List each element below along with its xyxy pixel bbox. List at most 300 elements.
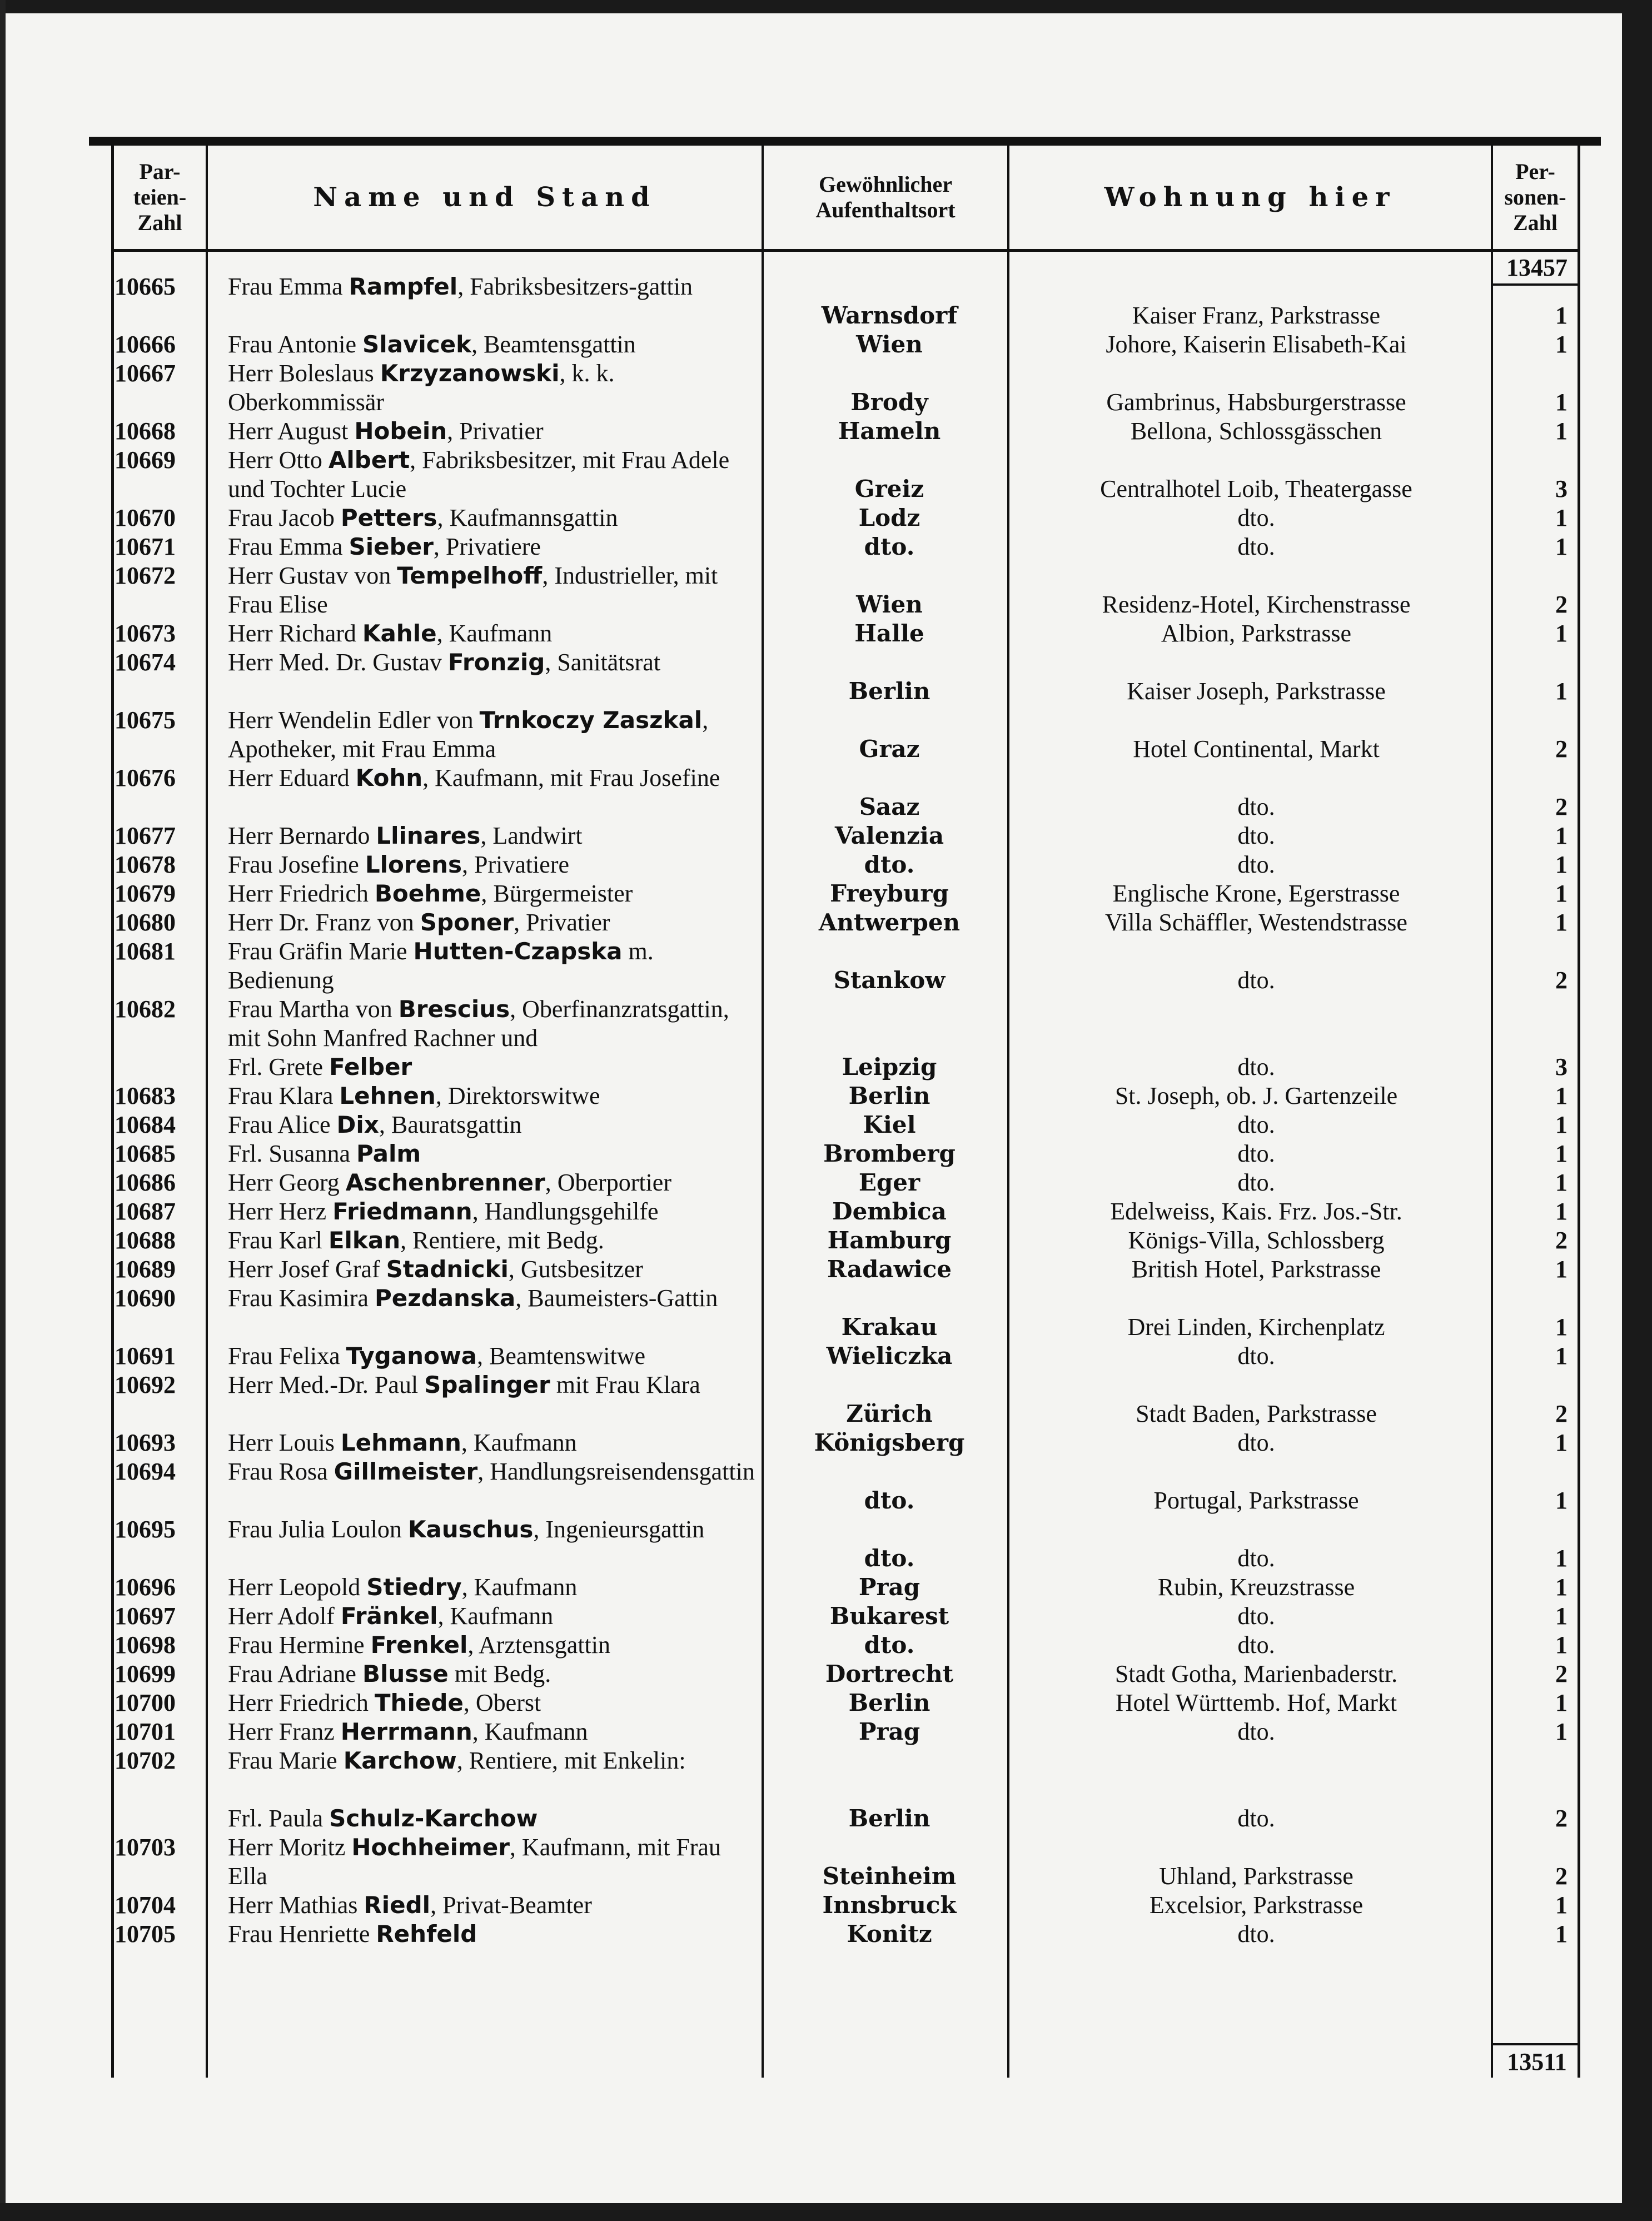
guest-rest: , Kaufmann: [437, 1602, 554, 1630]
local-address: dto.: [1237, 1140, 1275, 1167]
header-origin-cell: [764, 146, 1007, 249]
local-address: Hotel Württemb. Hof, Markt: [1115, 1689, 1397, 1716]
table-row: [0, 764, 1652, 821]
guest-name: [228, 706, 762, 764]
usual-residence: Saaz: [859, 793, 920, 820]
table-row: [0, 561, 1652, 619]
guest-name: [228, 1746, 762, 1775]
guest-rest: , Kaufmann: [461, 1573, 578, 1601]
guest-title: Herr Friedrich: [228, 1689, 375, 1716]
guest-surname: Fränkel: [340, 1602, 438, 1630]
guest-rest: , Sanitätsrat: [545, 649, 661, 676]
guest-title: Herr Dr. Franz von: [228, 909, 420, 936]
guest-title: Frl. Grete: [228, 1053, 330, 1080]
total-end: 13511: [1507, 2048, 1567, 2075]
person-count: 1: [1555, 1429, 1568, 1456]
guest-surname: Hobein: [354, 417, 447, 445]
header-number-cell: [114, 146, 206, 249]
table-row: [0, 1457, 1652, 1515]
table-row: [0, 446, 1652, 504]
local-address: Portugal, Parkstrasse: [1153, 1487, 1359, 1514]
party-number: 10691: [115, 1342, 176, 1370]
party-number: 10666: [115, 331, 176, 358]
guest-name: [228, 446, 762, 504]
guest-title: Frau Emma: [228, 533, 349, 560]
person-count: 1: [1555, 1545, 1568, 1572]
person-count: 2: [1555, 1805, 1568, 1832]
guest-surname: Friedmann: [332, 1198, 472, 1225]
table-row: [0, 908, 1652, 937]
guest-rest: , Kaufmann: [461, 1429, 577, 1456]
guest-title: Herr Franz: [228, 1718, 341, 1745]
table-row: [0, 330, 1652, 359]
usual-residence: Eger: [858, 1169, 920, 1196]
guest-title: Herr Med.-Dr. Paul: [228, 1371, 425, 1398]
guest-surname: Hochheimer: [351, 1834, 510, 1861]
usual-residence: Prag: [858, 1718, 920, 1745]
guest-title: Frau Martha von: [228, 995, 399, 1023]
total-start: 13457: [1506, 254, 1568, 281]
guest-rest: , Oberfinanzratsgattin, mit Sohn Manfred Rachner und: [228, 995, 729, 1052]
party-number: 10703: [115, 1834, 176, 1861]
person-count: 1: [1555, 1920, 1568, 1948]
table-row: [0, 850, 1652, 879]
guest-name: [228, 561, 762, 619]
guest-surname: Dix: [336, 1111, 379, 1138]
guest-surname: Karchow: [343, 1747, 457, 1774]
usual-residence: Bromberg: [823, 1140, 956, 1167]
guest-surname: Slavicek: [362, 331, 472, 358]
guest-rest: , Rentiere, mit Bedg.: [400, 1227, 604, 1254]
guest-name: [228, 1717, 762, 1746]
party-number: 10690: [115, 1284, 176, 1312]
guest-name: [228, 272, 762, 301]
guest-name: [228, 850, 762, 879]
table-row: [0, 619, 1652, 648]
guest-surname: Sieber: [349, 533, 434, 560]
guest-surname: Thiede: [374, 1689, 464, 1716]
guest-rest: , Baumeisters-Gattin: [515, 1284, 718, 1312]
party-number: 10694: [115, 1458, 176, 1485]
party-number: 10705: [115, 1920, 176, 1948]
guest-title: Herr Georg: [228, 1169, 346, 1196]
guest-rest: , Bürgermeister: [481, 880, 633, 907]
guest-name: [228, 1284, 762, 1313]
guest-rest: , Privatier: [447, 417, 544, 445]
usual-residence: Dortrecht: [825, 1660, 954, 1687]
usual-residence: dto.: [864, 1545, 915, 1572]
guest-rest: , Bauratsgattin: [379, 1111, 522, 1138]
person-count: 2: [1555, 793, 1568, 820]
guest-name: [228, 1082, 762, 1110]
local-address: Centralhotel Loib, Theatergasse: [1100, 475, 1412, 502]
scan-edge-bottom: [0, 2203, 1652, 2221]
guest-title: Frau Alice: [228, 1111, 337, 1138]
guest-surname: Stadnicki: [386, 1256, 509, 1283]
local-address: British Hotel, Parkstrasse: [1131, 1256, 1381, 1283]
person-count: 1: [1555, 822, 1568, 849]
usual-residence: Hameln: [838, 417, 941, 445]
guest-rest: , Kaufmann, mit Frau Ella: [228, 1834, 721, 1890]
usual-residence: Stankow: [833, 967, 946, 994]
table-row: [0, 1082, 1652, 1110]
guest-rest: , Gutsbesitzer: [508, 1256, 643, 1283]
person-count: 1: [1555, 533, 1568, 560]
party-number: 10700: [115, 1689, 176, 1716]
guest-title: Herr Leopold: [228, 1573, 367, 1601]
guest-surname: Herrmann: [340, 1718, 472, 1745]
person-count: 1: [1555, 1140, 1568, 1167]
guest-title: Frau Antonie: [228, 331, 362, 358]
guest-rest: mit Frau Klara: [550, 1371, 700, 1398]
guest-surname: Pezdanska: [374, 1284, 516, 1312]
person-count: 1: [1555, 1169, 1568, 1196]
guest-title: Herr Mathias: [228, 1891, 364, 1919]
person-count: 1: [1555, 1891, 1568, 1919]
usual-residence: Prag: [858, 1573, 920, 1601]
party-number: 10687: [115, 1198, 176, 1225]
table-row: [0, 1717, 1652, 1746]
guest-title: Frau Felixa: [228, 1342, 346, 1370]
usual-residence: Wien: [856, 331, 923, 358]
usual-residence: Brody: [850, 389, 928, 416]
guest-rest: , Oberportier: [545, 1169, 671, 1196]
guest-surname: Felber: [329, 1053, 412, 1080]
person-count: 3: [1555, 475, 1568, 502]
person-count: 2: [1555, 735, 1568, 763]
guest-title: Frau Josefine: [228, 851, 365, 878]
local-address: dto.: [1237, 533, 1275, 560]
guest-surname: Trnkoczy Zaszkal: [479, 706, 703, 734]
guest-title: Frau Hermine: [228, 1631, 371, 1659]
guest-name: [228, 1139, 762, 1168]
table-row: [0, 504, 1652, 532]
table-row: [0, 706, 1652, 764]
guest-surname: Kauschus: [407, 1516, 534, 1543]
person-count: 1: [1555, 1198, 1568, 1225]
guest-surname: Kohn: [355, 764, 423, 791]
usual-residence: Innsbruck: [822, 1891, 957, 1919]
person-count: 1: [1555, 331, 1568, 358]
guest-surname: Stiedry: [366, 1573, 462, 1601]
guest-surname: Brescius: [398, 995, 510, 1023]
party-number: 10683: [115, 1082, 176, 1109]
guest-rest: , Arztensgattin: [467, 1631, 610, 1659]
guest-title: Herr Med. Dr. Gustav: [228, 649, 448, 676]
local-address: Hotel Continental, Markt: [1133, 735, 1380, 763]
guest-title: Herr Herz: [228, 1198, 333, 1225]
usual-residence: Valenzia: [834, 822, 944, 849]
guest-name: [228, 504, 762, 532]
person-count: 3: [1555, 1053, 1568, 1080]
local-address: Kaiser Joseph, Parkstrasse: [1127, 678, 1386, 705]
table-row: [0, 1746, 1652, 1804]
guest-title: Frau Klara: [228, 1082, 340, 1109]
guest-rest: , Beamtenswitwe: [477, 1342, 646, 1370]
guest-surname: Schulz-Karchow: [329, 1805, 538, 1832]
table-row: [0, 1226, 1652, 1255]
header-address: Wohnung hier: [1104, 182, 1396, 213]
guest-name: [228, 1255, 762, 1284]
guest-rest: , k. k. Oberkommissär: [228, 360, 615, 416]
guest-rest: , Direktorswitwe: [435, 1082, 600, 1109]
guest-rest: , Privat-Beamter: [430, 1891, 592, 1919]
guest-rest: , Kaufmannsgattin: [437, 504, 618, 531]
person-count: 1: [1555, 1111, 1568, 1138]
guest-title: Herr Adolf: [228, 1602, 341, 1630]
guest-name: [228, 1804, 762, 1833]
guest-rest: , Ingenieursgattin: [533, 1516, 705, 1543]
guest-name: [228, 1457, 762, 1486]
person-count: 2: [1555, 591, 1568, 618]
guest-title: Frau Julia Loulon: [228, 1516, 408, 1543]
local-address: dto.: [1237, 1920, 1275, 1948]
party-number: 10704: [115, 1891, 176, 1919]
party-number: 10675: [115, 706, 176, 734]
party-number: 10676: [115, 764, 176, 791]
usual-residence: Lodz: [858, 504, 920, 531]
usual-residence: Leipzig: [842, 1053, 937, 1080]
usual-residence: Graz: [859, 735, 920, 763]
guest-name: [228, 1660, 762, 1689]
person-count: 1: [1555, 678, 1568, 705]
guest-name: [228, 1891, 762, 1920]
guest-title: Herr Wendelin Edler von: [228, 706, 480, 734]
guest-title: Frau Emma: [228, 273, 349, 300]
guest-surname: Aschenbrenner: [345, 1169, 545, 1196]
guest-title: Herr Boleslaus: [228, 360, 380, 387]
usual-residence: Konitz: [847, 1920, 932, 1948]
party-number: 10674: [115, 649, 176, 676]
person-count: 1: [1555, 1689, 1568, 1716]
table-row: [0, 1920, 1652, 1949]
party-number: 10695: [115, 1516, 176, 1543]
usual-residence: Kiel: [863, 1111, 916, 1138]
guest-name: [228, 648, 762, 677]
local-address: Edelweiss, Kais. Frz. Jos.-Str.: [1110, 1198, 1402, 1225]
table-row: [0, 272, 1652, 330]
usual-residence: Zürich: [846, 1400, 933, 1427]
usual-residence: dto.: [864, 1631, 915, 1659]
table-row: [0, 1689, 1652, 1717]
local-address: dto.: [1237, 1169, 1275, 1196]
usual-residence: Radawice: [827, 1256, 952, 1283]
guest-surname: Tyganowa: [346, 1342, 477, 1370]
party-number: 10685: [115, 1140, 176, 1167]
local-address: dto.: [1237, 822, 1275, 849]
party-number: 10665: [115, 273, 176, 300]
party-number: 10692: [115, 1371, 176, 1398]
usual-residence: dto.: [864, 851, 915, 878]
table-row: [0, 1515, 1652, 1573]
table-row: [0, 1110, 1652, 1139]
guest-name: [228, 1920, 762, 1949]
local-address: Königs-Villa, Schlossberg: [1128, 1227, 1385, 1254]
local-address: St. Joseph, ob. J. Gartenzeile: [1114, 1082, 1398, 1109]
header-persons-cell: [1493, 146, 1578, 249]
local-address: Drei Linden, Kirchenplatz: [1127, 1313, 1385, 1341]
guest-name: [228, 1110, 762, 1139]
person-count: 1: [1555, 417, 1568, 445]
usual-residence: Greiz: [854, 475, 924, 502]
header-number: Par- teien- Zahl: [133, 159, 187, 235]
party-number: 10696: [115, 1573, 176, 1601]
party-number: 10679: [115, 880, 176, 907]
usual-residence: Krakau: [841, 1313, 938, 1341]
guest-rest: , Privatiere: [461, 851, 570, 878]
person-count: 1: [1555, 1602, 1568, 1630]
local-address: Bellona, Schlossgässchen: [1130, 417, 1382, 445]
total-end-overline: [1493, 2043, 1578, 2045]
local-address: dto.: [1237, 1718, 1275, 1745]
guest-title: Frau Jacob: [228, 504, 341, 531]
guest-name: [228, 1226, 762, 1255]
usual-residence: Berlin: [848, 678, 931, 705]
local-address: Stadt Gotha, Marienbaderstr.: [1114, 1660, 1398, 1687]
guest-name: [228, 1833, 762, 1891]
guest-name: [228, 764, 762, 793]
guest-title: Herr Gustav von: [228, 562, 397, 589]
local-address: dto.: [1237, 1111, 1275, 1138]
guest-surname: Lehmann: [340, 1429, 461, 1456]
local-address: dto.: [1237, 1545, 1275, 1572]
person-count: 1: [1555, 504, 1568, 531]
table-row: [0, 1371, 1652, 1428]
table-row: [0, 1573, 1652, 1602]
person-count: 1: [1555, 620, 1568, 647]
table-row: [0, 1631, 1652, 1660]
guest-title: Frau Gräfin Marie: [228, 938, 414, 965]
usual-residence: Berlin: [848, 1805, 931, 1832]
local-address: dto.: [1237, 504, 1275, 531]
guest-surname: Blusse: [362, 1660, 449, 1687]
header-persons: Per- sonen- Zahl: [1504, 159, 1566, 235]
guest-rest: m. Bedienung: [228, 938, 654, 994]
party-number: 10680: [115, 909, 176, 936]
party-number: 10682: [115, 995, 176, 1023]
person-count: 2: [1555, 1227, 1568, 1254]
usual-residence: Warnsdorf: [821, 302, 958, 329]
guest-surname: Kahle: [362, 620, 437, 647]
guest-name: [228, 879, 762, 908]
local-address: dto.: [1237, 1631, 1275, 1659]
guest-name: [228, 1573, 762, 1602]
header-bottom-rule: [111, 249, 1579, 252]
guest-name: [228, 330, 762, 359]
local-address: Gambrinus, Habsburgerstrasse: [1106, 389, 1406, 416]
party-number: 10689: [115, 1256, 176, 1283]
party-number: 10667: [115, 360, 176, 387]
table-row: [0, 1804, 1652, 1833]
guest-rest: , Privatiere: [433, 533, 541, 560]
party-number: 10670: [115, 504, 176, 531]
guest-rest: , Kaufmann, mit Frau Josefine: [422, 764, 720, 791]
usual-residence: Hamburg: [827, 1227, 952, 1254]
usual-residence: Berlin: [848, 1689, 931, 1716]
person-count: 1: [1555, 1256, 1568, 1283]
guest-name: [228, 532, 762, 561]
usual-residence: dto.: [864, 1487, 915, 1514]
guest-surname: Tempelhoff: [397, 562, 543, 589]
guest-name: [228, 1342, 762, 1371]
guest-rest: , Handlungsgehilfe: [472, 1198, 659, 1225]
usual-residence: Dembica: [832, 1198, 947, 1225]
guest-surname: Krzyzanowski: [380, 360, 560, 387]
table-row: [0, 1139, 1652, 1168]
guest-title: Frl. Susanna: [228, 1140, 356, 1167]
guest-title: Herr Richard: [228, 620, 362, 647]
person-count: 1: [1555, 1487, 1568, 1514]
usual-residence: Halle: [854, 620, 924, 647]
person-count: 1: [1555, 1573, 1568, 1601]
guest-rest: , Beamtensgattin: [471, 331, 636, 358]
guest-name: [228, 1631, 762, 1660]
party-number: 10701: [115, 1718, 176, 1745]
guest-title: Herr Josef Graf: [228, 1256, 386, 1283]
guest-name: [228, 417, 762, 446]
party-number: 10688: [115, 1227, 176, 1254]
guest-name: [228, 1371, 762, 1400]
person-count: 2: [1555, 1863, 1568, 1890]
guest-surname: Gillmeister: [334, 1458, 478, 1485]
local-address: Residenz-Hotel, Kirchenstrasse: [1102, 591, 1411, 618]
party-number: 10686: [115, 1169, 176, 1196]
guest-rest: , Industrieller, mit Frau Elise: [228, 562, 718, 618]
local-address: Rubin, Kreuzstrasse: [1157, 1573, 1355, 1601]
guest-title: Herr Friedrich: [228, 880, 375, 907]
person-count: 2: [1555, 1400, 1568, 1427]
local-address: dto.: [1237, 1805, 1275, 1832]
guest-rest: , Handlungsreisendensgattin: [477, 1458, 755, 1485]
table-row: [0, 879, 1652, 908]
person-count: 1: [1555, 880, 1568, 907]
table-row: [0, 1053, 1652, 1082]
local-address: Stadt Baden, Parkstrasse: [1136, 1400, 1377, 1427]
table-row: [0, 1284, 1652, 1342]
guest-rest: , Kaufmann: [436, 620, 553, 647]
local-address: dto.: [1237, 1053, 1275, 1080]
person-count: 2: [1555, 967, 1568, 994]
guest-name: [228, 619, 762, 648]
usual-residence: Antwerpen: [818, 909, 961, 936]
guest-name: [228, 1515, 762, 1544]
party-number: 10671: [115, 533, 176, 560]
table-row: [0, 1660, 1652, 1689]
person-count: 1: [1555, 851, 1568, 878]
party-number: 10681: [115, 938, 176, 965]
guest-rest: , Fabriksbesitzer, mit Frau Adele und Tochter Lucie: [228, 446, 730, 502]
guest-surname: Spalinger: [424, 1371, 550, 1398]
guest-surname: Rehfeld: [376, 1920, 477, 1948]
guest-title: Frau Kasimira: [228, 1284, 375, 1312]
guest-rest: , Apotheker, mit Frau Emma: [228, 706, 709, 763]
local-address: Johore, Kaiserin Elisabeth-Kai: [1106, 331, 1407, 358]
party-number: 10668: [115, 417, 176, 445]
guest-title: Frl. Paula: [228, 1805, 330, 1832]
guest-name: [228, 359, 762, 417]
guest-rest: , Rentiere, mit Enkelin:: [456, 1747, 686, 1774]
table-row: [0, 995, 1652, 1053]
usual-residence: Wieliczka: [826, 1342, 953, 1370]
party-number: 10684: [115, 1111, 176, 1138]
party-number: 10673: [115, 620, 176, 647]
guest-title: Herr August: [228, 417, 355, 445]
header-name-cell: [208, 146, 762, 249]
guest-name: [228, 1168, 762, 1197]
guest-title: Frau Rosa: [228, 1458, 334, 1485]
local-address: dto.: [1237, 1342, 1275, 1370]
local-address: Kaiser Franz, Parkstrasse: [1132, 302, 1380, 329]
